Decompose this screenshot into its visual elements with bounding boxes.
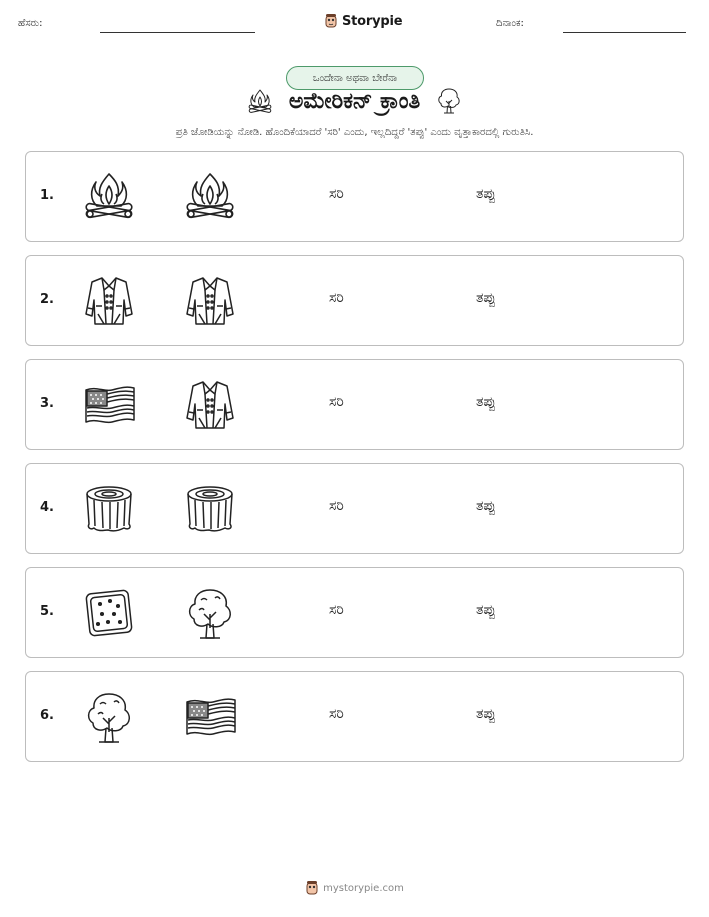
option-correct[interactable]: ಸರಿ	[329, 290, 344, 306]
colonial-coat-icon	[183, 378, 237, 432]
option-correct[interactable]: ಸರಿ	[329, 186, 344, 202]
name-label: ಹೆಸರು:	[18, 18, 43, 29]
brand-logo	[324, 13, 402, 29]
footer	[0, 880, 709, 896]
question-number: 4.	[40, 500, 54, 515]
tree-stump-icon	[82, 482, 136, 536]
colonial-coat-icon	[183, 274, 237, 328]
option-wrong[interactable]: ತಪ್ಪು	[476, 498, 496, 514]
option-wrong[interactable]: ತಪ್ಪು	[476, 394, 496, 410]
name-line[interactable]	[100, 32, 255, 33]
option-wrong[interactable]: ತಪ್ಪು	[476, 706, 496, 722]
flag-icon	[183, 690, 237, 744]
flag-icon	[82, 378, 136, 432]
campfire-icon	[183, 170, 237, 224]
activity-tag: ಒಂದೇನಾ ಅಥವಾ ಬೇರೆನಾ	[286, 66, 424, 90]
question-card	[25, 567, 684, 658]
question-card	[25, 463, 684, 554]
option-correct[interactable]: ಸರಿ	[329, 602, 344, 618]
question-card	[25, 671, 684, 762]
date-line[interactable]	[563, 32, 686, 33]
brand-name: Storypie	[342, 13, 403, 29]
question-number: 5.	[40, 604, 54, 619]
question-number: 2.	[40, 292, 54, 307]
tree-stump-icon	[183, 482, 237, 536]
date-label: ದಿನಾಂಕ:	[496, 18, 524, 29]
campfire-icon	[82, 170, 136, 224]
option-correct[interactable]: ಸರಿ	[329, 706, 344, 722]
tree-icon	[434, 86, 464, 116]
option-wrong[interactable]: ತಪ್ಪು	[476, 186, 496, 202]
question-card	[25, 359, 684, 450]
option-wrong[interactable]: ತಪ್ಪು	[476, 602, 496, 618]
tree-icon	[183, 586, 237, 640]
option-correct[interactable]: ಸರಿ	[329, 394, 344, 410]
tree-icon	[82, 690, 136, 744]
footer-url: mystorypie.com	[323, 882, 404, 894]
option-wrong[interactable]: ತಪ್ಪು	[476, 290, 496, 306]
question-card	[25, 151, 684, 242]
campfire-icon	[245, 86, 275, 116]
question-number: 1.	[40, 188, 54, 203]
page-title: ಅಮೇರಿಕನ್ ಕ್ರಾಂತಿ	[288, 88, 421, 114]
mascot-icon	[324, 13, 338, 29]
question-number: 3.	[40, 396, 54, 411]
colonial-coat-icon	[82, 274, 136, 328]
title-row	[0, 86, 709, 116]
mascot-icon	[305, 880, 319, 896]
instructions: ಪ್ರತಿ ಜೋಡಿಯನ್ನು ನೋಡಿ. ಹೊಂದಿಕೆಯಾದರೆ 'ಸರಿ' ಎಂದು, ಇಲ್ಲದಿದ್ದರೆ 'ತಪ್ಪು' ಎಂದು ವೃತ್ತಾಕಾರದಲ್ಲಿ ಗುರುತಿಸಿ.	[175, 127, 534, 138]
question-card	[25, 255, 684, 346]
question-number: 6.	[40, 708, 54, 723]
cracker-icon	[82, 586, 136, 640]
option-correct[interactable]: ಸರಿ	[329, 498, 344, 514]
